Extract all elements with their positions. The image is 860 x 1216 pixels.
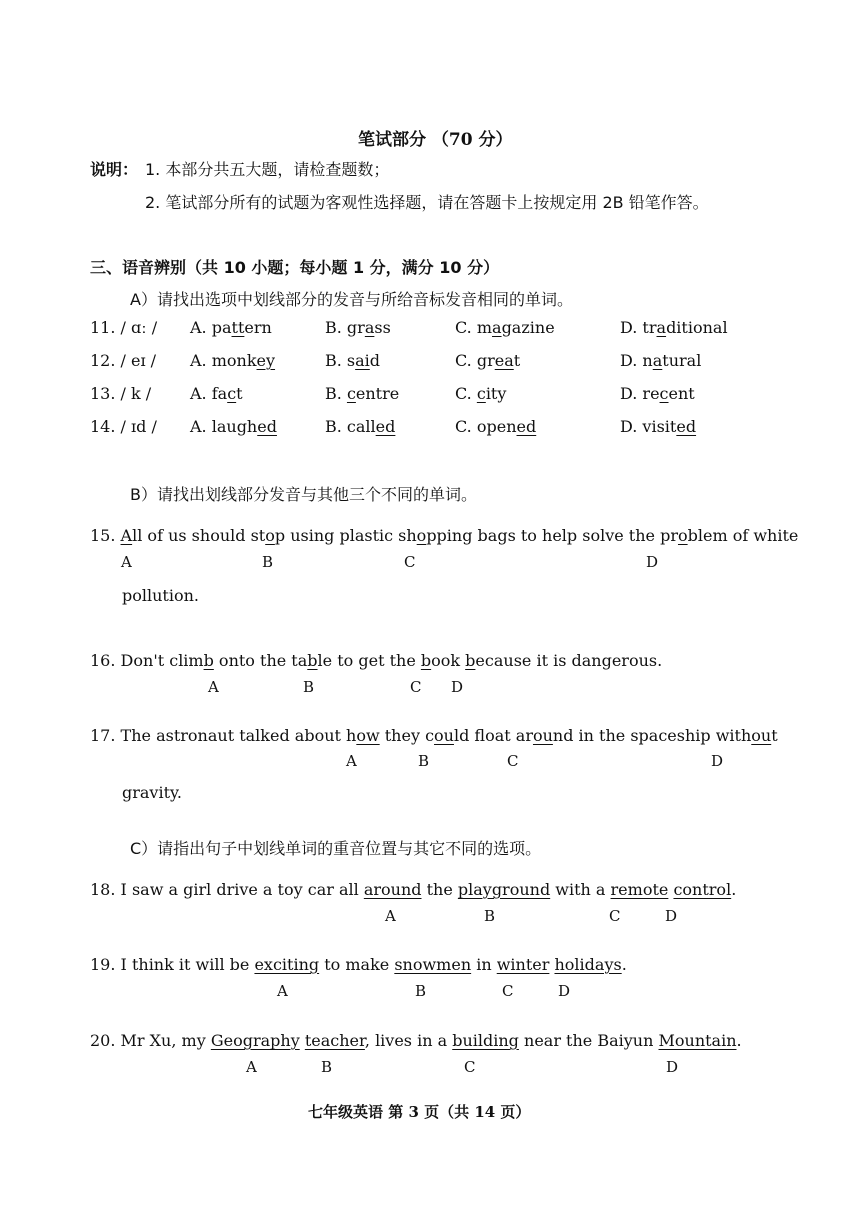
question-16: 16. Don't climb onto the table to get the book because it is dangerous. xyxy=(90,651,663,670)
choice-letter-b: B xyxy=(418,752,430,770)
choice-letter-c: C xyxy=(507,752,519,770)
choice-letter-c: C xyxy=(404,553,416,571)
option-c: C. opened xyxy=(455,417,537,436)
option-b: B. grass xyxy=(325,318,391,337)
question-number: 12. / eɪ / xyxy=(90,351,157,370)
choice-letter-c: C xyxy=(464,1058,476,1076)
option-a: A. fact xyxy=(190,384,243,403)
choice-letter-a: A xyxy=(121,553,132,571)
question-number: 13. / k / xyxy=(90,384,152,403)
question-20: 20. Mr Xu, my Geography teacher, lives in a building near the Baiyun Mountain. xyxy=(90,1031,742,1050)
choice-letter-c: C xyxy=(609,907,621,925)
choice-letter-d: D xyxy=(666,1058,679,1076)
option-b: B. called xyxy=(325,417,396,436)
part-c-instruction: C）请指出句子中划线单词的重音位置与其它不同的选项。 xyxy=(130,839,542,858)
choice-letter-a: A xyxy=(208,678,219,696)
option-b: B. centre xyxy=(325,384,400,403)
choice-letter-a: A xyxy=(246,1058,257,1076)
option-c: C. magazine xyxy=(455,318,555,337)
part-a-instruction: A）请找出选项中划线部分的发音与所给音标发音相同的单词。 xyxy=(130,290,573,309)
option-d: D. traditional xyxy=(620,318,728,337)
instructions-line-2: 2. 笔试部分所有的试题为客观性选择题，请在答题卡上按规定用 2B 铅笔作答。 xyxy=(145,193,709,212)
choice-letter-b: B xyxy=(262,553,274,571)
choice-letter-d: D xyxy=(711,752,724,770)
choice-letter-a: A xyxy=(346,752,357,770)
choice-letter-c: C xyxy=(410,678,422,696)
choice-letter-b: B xyxy=(415,982,427,1000)
option-d: D. natural xyxy=(620,351,702,370)
option-a: A. monkey xyxy=(190,351,276,370)
question-number: 11. / ɑː / xyxy=(90,318,158,337)
page-title: 笔试部分 （70 分） xyxy=(358,130,513,150)
option-a: A. pattern xyxy=(190,318,272,337)
choice-letter-d: D xyxy=(558,982,571,1000)
choice-letter-d: D xyxy=(451,678,464,696)
choice-letter-c: C xyxy=(502,982,514,1000)
choice-letter-d: D xyxy=(646,553,659,571)
option-d: D. visited xyxy=(620,417,697,436)
question-17: 17. The astronaut talked about how they could float around in the spaceship without xyxy=(90,726,778,745)
part-b-instruction: B）请找出划线部分发音与其他三个不同的单词。 xyxy=(130,485,477,504)
instructions-label: 说明： xyxy=(90,160,139,179)
option-d: D. recent xyxy=(620,384,695,403)
choice-letter-a: A xyxy=(277,982,288,1000)
option-c: C. great xyxy=(455,351,521,370)
question-19: 19. I think it will be exciting to make snowmen in winter holidays. xyxy=(90,955,627,974)
choice-letter-b: B xyxy=(321,1058,333,1076)
choice-letter-b: B xyxy=(303,678,315,696)
question-number: 14. / ɪd / xyxy=(90,417,157,436)
question-continuation: gravity. xyxy=(122,783,183,802)
page-footer: 七年级英语 第 3 页（共 14 页） xyxy=(308,1103,531,1121)
option-a: A. laughed xyxy=(190,417,277,436)
choice-letter-a: A xyxy=(385,907,396,925)
question-continuation: pollution. xyxy=(122,586,199,605)
question-15: 15. All of us should stop using plastic shopping bags to help solve the problem of white xyxy=(90,526,799,545)
instructions-line-1: 1. 本部分共五大题，请检查题数； xyxy=(145,160,390,179)
choice-letter-b: B xyxy=(484,907,496,925)
option-c: C. city xyxy=(455,384,507,403)
section-title: 三、语音辨别（共 10 小题；每小题 1 分，满分 10 分） xyxy=(90,258,500,277)
choice-letter-d: D xyxy=(665,907,678,925)
option-b: B. said xyxy=(325,351,381,370)
question-18: 18. I saw a girl drive a toy car all around the playground with a remote control. xyxy=(90,880,737,899)
